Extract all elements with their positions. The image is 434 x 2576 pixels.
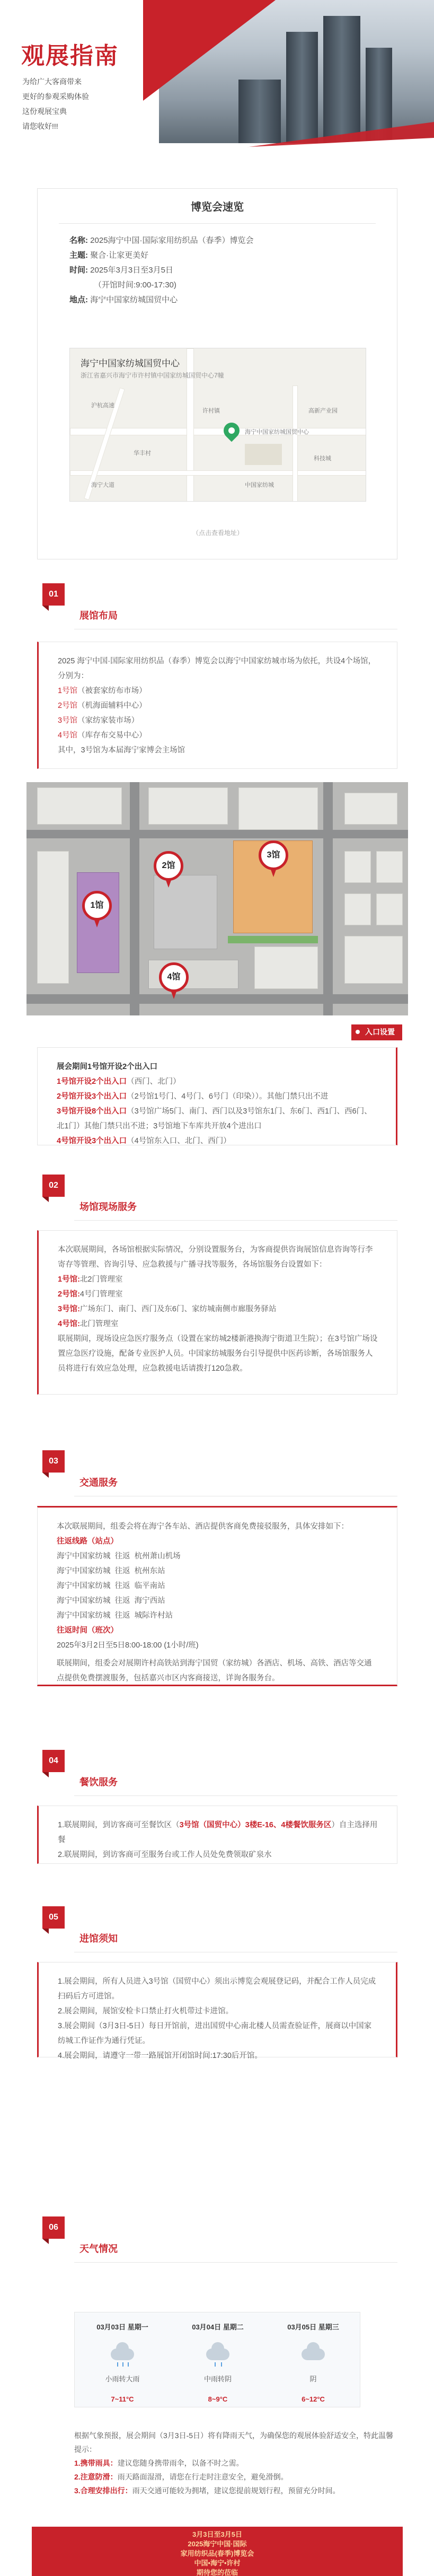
section-number: 03	[42, 1450, 65, 1473]
service-intro: 本次联展期间，各场馆根据实际情况，分别设置服务台，为客商提供咨询展馆信息咨询等行李寄存等管理、咨询引导、应急救援与广播寻找等服务，各场馆服务台设置如下：	[58, 1246, 373, 1269]
section-title: 餐饮服务	[79, 1777, 118, 1788]
section-number: 02	[42, 1175, 65, 1197]
hero-line: 这份观展宝典	[22, 107, 67, 116]
site-aerial-map	[26, 782, 408, 1015]
footer-line: 期待您的莅临	[196, 2569, 238, 2576]
map-place-label: 华丰村	[134, 450, 151, 457]
transport-extra: 联展期间，组委会对展期许村高铁站到海宁国贸（家纺城）各酒店、机场、高铁、酒店等交通点提供免费摆渡服务，包括嘉兴市区内客商接送，详询各服务台。	[57, 1659, 372, 1683]
entrance-tag: 入口设置	[351, 1024, 402, 1040]
notice-line: 3.展会期间（3月3日-5日）每日开馆前，进出国贸中心南北楼人员需查验证件，展商以中国家纺城工作证作为通行凭证。	[58, 2022, 372, 2045]
hero-line: 请您收好!!!	[22, 122, 58, 130]
map-place-label: 沪杭高速	[91, 402, 114, 409]
weather-intro: 根据气象预报，展会期间（3月3日-5日）将有降雨天气，为确保您的观展体验舒适安全，特此温馨提示：	[74, 2431, 394, 2454]
weather-tip: 3.合理安排出行：雨天交通可能较为拥堵，建议您提前规划行程，预留充分时间。	[74, 2486, 340, 2495]
section-title: 展馆布局	[79, 610, 118, 621]
entrance-item: 1号馆开设2个出入口（西门、北门）	[57, 1077, 181, 1086]
route-row: 海宁中国家纺城 往返 海宁西站	[57, 1597, 165, 1605]
hall-intro: 2025 海宁中国·国际家用纺织品（春季）博览会以海宁中国家纺城市场为依托，共设4个场馆，分别为：	[58, 657, 376, 680]
section-title: 天气情况	[79, 2244, 118, 2254]
section-title: 进馆须知	[79, 1933, 118, 1944]
hall-item: 2号馆（机海面辅料中心）	[58, 702, 147, 710]
weather-tips	[74, 2429, 397, 2498]
map-caption-link[interactable]: （点击查看地址）	[192, 529, 243, 537]
footer-line: 家用纺织品(春季)博览会	[180, 2549, 254, 2557]
cloud-icon	[297, 2342, 329, 2363]
map-place-label: 中国家纺城	[245, 482, 274, 488]
entrance-item: 4号馆开设3个出入口（4号馆东入口、北门、西门）	[57, 1137, 231, 1145]
location-map[interactable]	[69, 348, 366, 502]
map-place-label: 许村镇	[202, 408, 220, 414]
dining-box	[37, 1806, 397, 1864]
hero-slogan	[22, 74, 89, 134]
entry-notice-box	[37, 1962, 397, 2060]
hall-item: 1号馆（被套家纺布市场）	[58, 687, 147, 695]
route-row: 海宁中国家纺城 往返 城际许村站	[57, 1611, 173, 1620]
route-row: 海宁中国家纺城 往返 杭州东站	[57, 1567, 165, 1575]
route-heading: 往返线路（站点）	[57, 1537, 118, 1546]
hall-item: 4号馆（库存布交易中心）	[58, 731, 147, 740]
map-place-label: 科技城	[314, 455, 331, 462]
section-number: 04	[42, 1750, 65, 1772]
desk-item: 3号馆:广场东门、南门、西门及东6门、家纺城南侧市廊服务驿站	[58, 1305, 277, 1313]
weather-panel	[74, 2312, 360, 2407]
entrance-box	[37, 1047, 397, 1145]
theme-value: 聚合·让家更美好	[90, 251, 149, 260]
map-title: 海宁中国家纺城国贸中心	[81, 358, 180, 369]
time-heading: 往返时间（班次）	[57, 1626, 118, 1635]
transport-box	[37, 1506, 397, 1686]
desk-item: 1号馆:北2门管理室	[58, 1275, 123, 1284]
hall-1-marker[interactable]: 1馆	[82, 891, 112, 921]
name-value: 2025海宁中国·国际家用纺织品（春季）博览会	[90, 236, 254, 245]
desk-item: 4号馆:北门管理室	[58, 1320, 119, 1328]
weather-tip: 2.注意防滑：雨天路面湿滑，请您在行走时注意安全，避免滑倒。	[74, 2473, 288, 2481]
map-pin-label: 海宁中国家纺城国贸中心	[245, 429, 309, 435]
weather-day: 03月03日 星期一 小雨转大雨 7~11°C	[96, 2323, 148, 2403]
hero-line: 更好的参观采购体验	[22, 92, 89, 101]
route-row: 海宁中国家纺城 往返 临平南站	[57, 1582, 165, 1590]
shuttle-time: 2025年3月2日至5日8:00-18:00 (1小时/班)	[57, 1641, 199, 1650]
opening-hours: （开馆时间:9:00-17:30)	[94, 281, 176, 290]
weather-day: 03月05日 星期三 阴 6~12°C	[287, 2323, 339, 2403]
footer-banner	[32, 2527, 403, 2576]
dining-line-1: 1.联展期间，到访客商可至餐饮区（3号馆（国贸中心）3楼E-16、4楼餐饮服务区）自主选择用餐	[58, 1821, 378, 1844]
desk-item: 2号馆:4号门管理室	[58, 1290, 123, 1299]
hero-line: 为给广大客商带来	[22, 77, 82, 86]
notice-line: 1.展会期间，所有人员进入3号馆（国贸中心）须出示博览会观展登记码，并配合工作人员完成扫码后方可进馆。	[58, 1977, 376, 2001]
hall-item: 3号馆（家纺家装市场）	[58, 716, 139, 725]
section-title: 交通服务	[79, 1477, 118, 1488]
overview-title: 博览会速览	[59, 189, 376, 224]
weather-day: 03月04日 星期二 中雨转阴 8~9°C	[192, 2323, 244, 2403]
medical-service: 联展期间，现场设应急医疗服务点（设置在家纺城2楼新港换海宁街道卫生院）；在3号馆广场设置应急医疗设施，配备专业医护人员。中国家纺城服务台引导提供中医药诊断，各场馆服务人员将进行有效应急处理，应急救援电话请拨打120急救。	[58, 1335, 378, 1373]
dining-line-2: 2.联展期间，到访客商可至服务台或工作人员处免费领取矿泉水	[58, 1851, 272, 1859]
weather-tip: 1.携带雨具：建议您随身携带雨伞，以备不时之需。	[74, 2459, 244, 2467]
hall-3-marker[interactable]: 3馆	[259, 840, 288, 870]
hero-banner	[0, 0, 434, 159]
theme-label: 主题:	[69, 251, 88, 260]
map-place-label: 海宁大道	[91, 482, 114, 488]
footer-line: 2025海宁中国·国际	[188, 2540, 247, 2548]
weather-box	[37, 2275, 397, 2503]
footer-line: 3月3日至3月5日	[192, 2530, 242, 2538]
page-title: 观展指南	[21, 43, 119, 69]
notice-line: 4.展会期间，请遵守一带一路展馆开闭馆时间:17:30后开馆。	[58, 2052, 262, 2060]
map-address: 浙江省嘉兴市海宁市许村镇中国家纺城国贸中心7幢	[81, 372, 224, 379]
overview-card	[37, 188, 397, 559]
time-value: 2025年3月3日至3月5日	[90, 266, 173, 275]
section-title: 场馆现场服务	[79, 1202, 137, 1212]
route-row: 海宁中国家纺城 往返 杭州萧山机场	[57, 1552, 181, 1561]
place-label: 地点:	[69, 295, 88, 304]
hall-2-marker[interactable]: 2馆	[154, 851, 183, 881]
section-number: 05	[42, 1906, 65, 1929]
place-value: 海宁中国家纺城国贸中心	[90, 295, 178, 304]
map-place-label: 高新产业园	[308, 408, 338, 414]
transport-intro: 本次联展期间，组委会将在海宁各车站、酒店提供客商免费接驳服务，具体安排如下：	[57, 1522, 349, 1531]
rain-cloud-icon	[107, 2342, 138, 2363]
onsite-service-box	[37, 1230, 397, 1395]
section-number: 06	[42, 2216, 65, 2239]
hall-4-marker[interactable]: 4馆	[159, 962, 189, 992]
footer-line: 中国•海宁•许村	[194, 2559, 241, 2567]
entrance-item: 2号馆开设3个出入口（2号馆1号门、4号门、6号门（印染））。其他门禁只出不进	[57, 1092, 329, 1101]
overview-info	[38, 224, 397, 308]
hall-note: 其中，3号馆为本届海宁家博会主场馆	[58, 746, 185, 755]
entrance-item: 3号馆开设8个出入口（3号馆广场5门、南门、西门以及3号馆东1门、东6门、西1门、西6门、北1门）其他门禁只出不进；3号馆地下车库共开放4个进出口	[57, 1107, 372, 1131]
hall-2-building	[154, 875, 217, 949]
map-pin-icon[interactable]	[220, 419, 243, 442]
notice-line: 2.展会期间，展馆安检卡口禁止打火机带过卡进馆。	[58, 2007, 234, 2016]
name-label: 名称:	[69, 236, 88, 245]
section-number: 01	[42, 583, 65, 606]
hall-layout-box	[37, 642, 397, 769]
hero-red-triangle	[143, 0, 276, 101]
time-label: 时间:	[69, 266, 88, 275]
entrance-intro: 展会期间1号馆开设2个出入口	[57, 1063, 158, 1071]
rain-cloud-icon	[202, 2342, 234, 2363]
